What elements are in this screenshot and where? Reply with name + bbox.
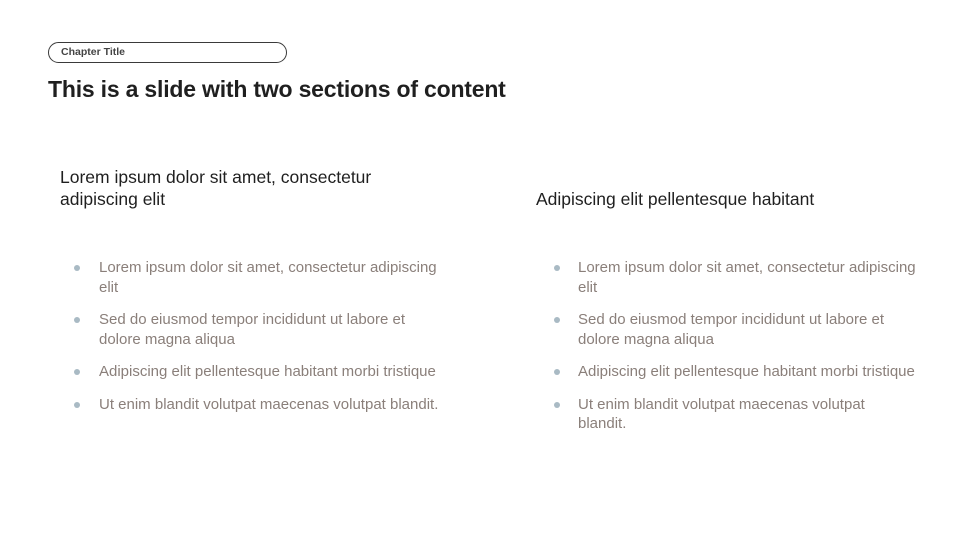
- slide-title: This is a slide with two sections of content: [48, 76, 506, 102]
- bullet-text: Lorem ipsum dolor sit amet, consectetur adipiscing elit: [99, 259, 437, 296]
- bullet-dot-icon: [74, 317, 80, 323]
- bullet-text: Ut enim blandit volutpat maecenas volutpat blandit.: [578, 395, 865, 432]
- left-bullet-list: [60, 258, 440, 427]
- bullet-text: Ut enim blandit volutpat maecenas volutpat blandit.: [99, 395, 439, 413]
- chapter-title-pill: Chapter Title: [48, 42, 287, 63]
- bullet-dot-icon: [74, 402, 80, 408]
- bullet-text: Lorem ipsum dolor sit amet, consectetur adipiscing elit: [578, 259, 916, 296]
- bullet-item: [536, 310, 916, 349]
- bullet-item: [536, 362, 916, 382]
- bullet-item: [60, 310, 440, 349]
- left-section-heading: Lorem ipsum dolor sit amet, consectetur adipiscing elit: [60, 167, 372, 209]
- bullet-item: [60, 362, 440, 382]
- bullet-dot-icon: [554, 265, 560, 271]
- bullet-item: [60, 258, 440, 297]
- right-section-heading: Adipiscing elit pellentesque habitant: [536, 189, 815, 209]
- bullet-text: Sed do eiusmod tempor incididunt ut labore et dolore magna aliqua: [578, 311, 885, 348]
- right-bullet-list: [536, 258, 916, 447]
- bullet-text: Sed do eiusmod tempor incididunt ut labore et dolore magna aliqua: [99, 311, 406, 348]
- bullet-dot-icon: [74, 369, 80, 375]
- bullet-item: [536, 258, 916, 297]
- bullet-dot-icon: [554, 317, 560, 323]
- bullet-item: [536, 395, 916, 434]
- bullet-item: [60, 395, 440, 415]
- bullet-text: Adipiscing elit pellentesque habitant morbi tristique: [578, 363, 915, 380]
- bullet-text: Adipiscing elit pellentesque habitant morbi tristique: [99, 363, 436, 380]
- bullet-dot-icon: [554, 402, 560, 408]
- bullet-dot-icon: [74, 265, 80, 271]
- bullet-dot-icon: [554, 369, 560, 375]
